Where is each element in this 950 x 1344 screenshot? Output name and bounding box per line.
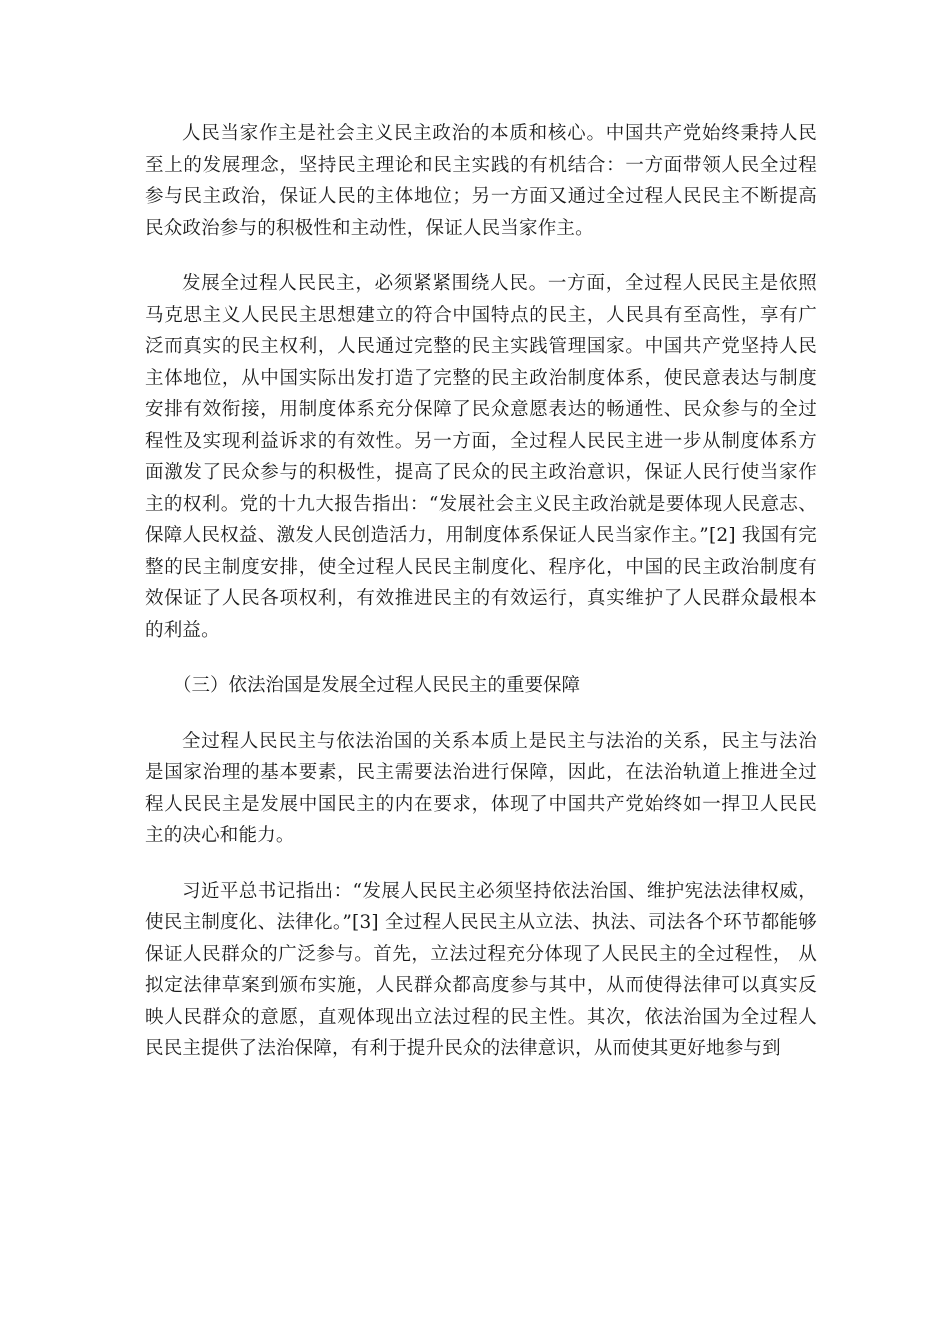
paragraph-people-as-masters: 人民当家作主是社会主义民主政治的本质和核心。中国共产党始终秉持人民至上的发展理念，坚持民主理论和民主实践的有机结合：一方面带领人民全过程参与民主政治，保证人民的主体地位；另一方面又通过全过程人民民主不断提高民众政治参与的积极性和主动性，保证人民当家作主。 [145, 123, 817, 239]
paragraph-xi-quote: 习近平总书记指出：“发展人民民主必须坚持依法治国、维护宪法法律权威，使民主制度化、法律化。”[3] 全过程人民民主从立法、执法、司法各个环节都能够保证人民群众的广泛参与。首先，立法过程充分体现了人民民主的全过程性， 从拟定法律草案到颁布实施，人民群众都高度参与其中，从而使得法律可以真实反映人民群众的意愿，直观体现出立法过程的民主性。其次，依法治国为全过程人民民主提供了法治保障，有利于提升民众的法律意识，从而使其更好地参与到 [145, 880, 817, 1059]
section-heading-rule-of-law: （三）依法治国是发展全过程人民民主的重要保障 [173, 675, 581, 696]
document-page [145, 118, 817, 1089]
paragraph-democracy-and-rule-of-law: 全过程人民民主与依法治国的关系本质上是民主与法治的关系，民主与法治是国家治理的基本要素，民主需要法治进行保障，因此，在法治轨道上推进全过程人民民主是发展中国民主的内在要求，体现了中国共产党始终如一捍卫人民民主的决心和能力。 [145, 730, 817, 846]
paragraph-develop-whole-process-democracy: 发展全过程人民民主，必须紧紧围绕人民。一方面，全过程人民民主是依照马克思主义人民民主思想建立的符合中国特点的民主，人民具有至高性，享有广泛而真实的民主权利，人民通过完整的民主实践管理国家。中国共产党坚持人民主体地位，从中国实际出发打造了完整的民主政治制度体系，使民意表达与制度安排有效衔接，用制度体系充分保障了民众意愿表达的畅通性、民众参与的全过程性及实现利益诉求的有效性。另一方面，全过程人民民主进一步从制度体系方面激发了民众参与的积极性，提高了民众的民主政治意识，保证人民行使当家作主的权利。党的十九大报告指出：“发展社会主义民主政治就是要体现人民意志、保障人民权益、激发人民创造活力，用制度体系保证人民当家作主。”[2] 我国有完整的民主制度安排，使全过程人民民主制度化、程序化，中国的民主政治制度有效保证了人民各项权利，有效推进民主的有效运行，真实维护了人民群众最根本的利益。 [145, 273, 817, 641]
